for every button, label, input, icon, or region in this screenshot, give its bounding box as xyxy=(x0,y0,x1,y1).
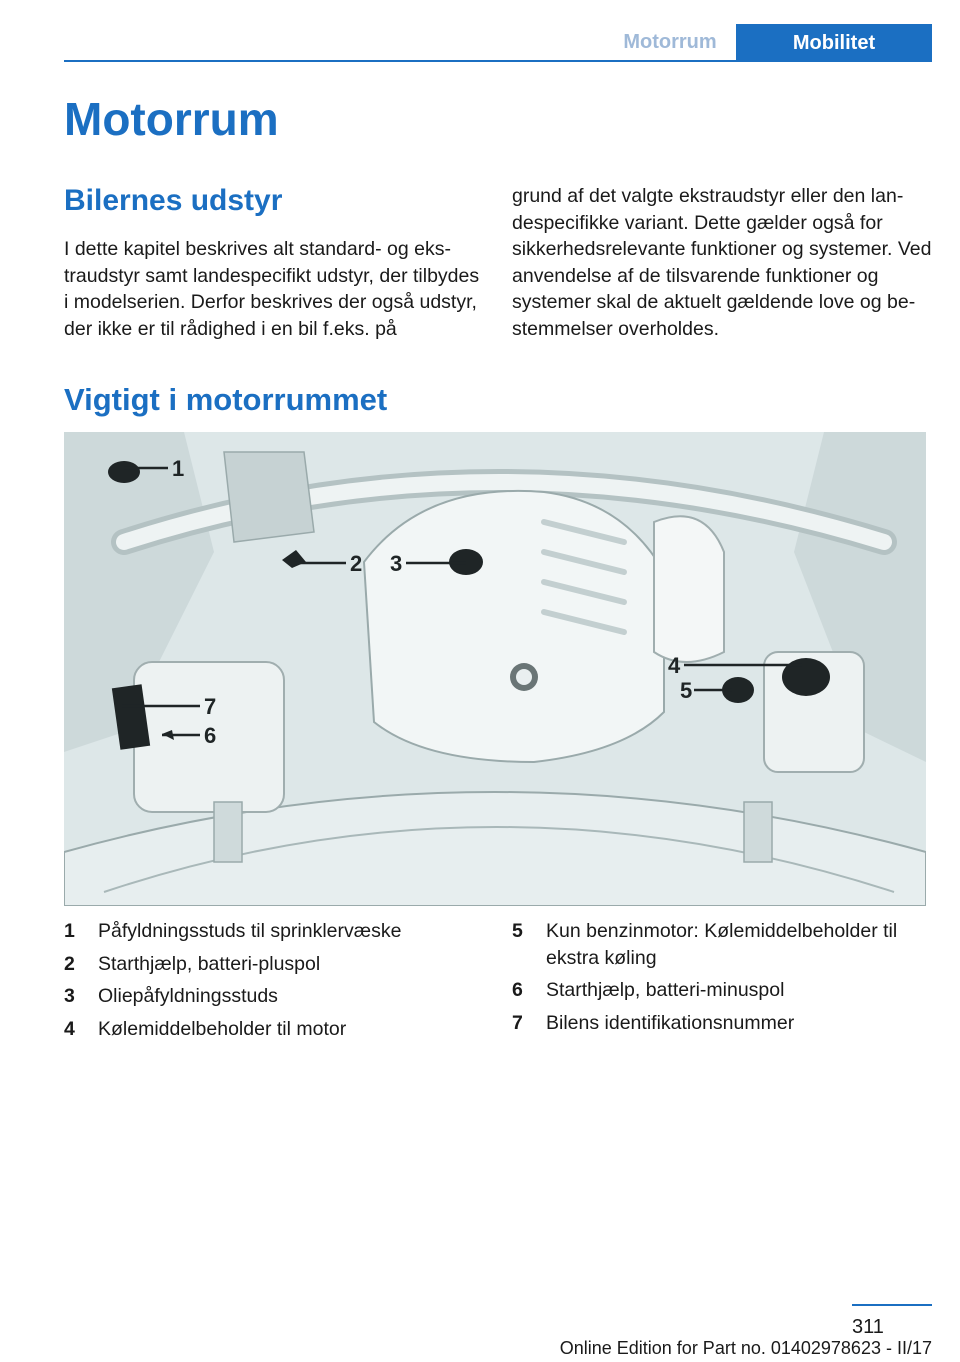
coolant-cap-engine-shape xyxy=(782,658,830,696)
legend-number: 7 xyxy=(512,1011,523,1034)
legend-text: Starthjælp, batteri-minuspol xyxy=(546,979,785,1001)
callout-6: 6 xyxy=(204,723,217,748)
legend-list-left xyxy=(64,918,484,1048)
paragraph-left: I dette kapitel beskrives alt standard- og ekstraudstyr samt landespecifikt udstyr, der tilbydes i modelserien. Derfor beskrives der også udstyr, der ikke er til rådighed i en bil f.eks. på xyxy=(64,238,480,340)
callout-1: 1 xyxy=(172,456,185,481)
engine-cover-shape xyxy=(364,491,664,762)
legend-item xyxy=(512,977,932,1004)
header-tab-mobilitet[interactable]: Mobilitet xyxy=(736,24,932,62)
callout-5: 5 xyxy=(680,678,693,703)
legend-text: Bilens identifikationsnummer xyxy=(546,1011,795,1034)
legend-text: Kun benzinmotor: Kølemiddelbeholder til ekstra køling xyxy=(546,920,898,969)
legend-text: Påfyldningsstuds til sprinklervæske xyxy=(98,920,402,942)
legend-item xyxy=(64,983,484,1010)
legend-number: 2 xyxy=(64,952,75,975)
legend-list-right xyxy=(512,918,932,1042)
legend-item xyxy=(512,1010,932,1037)
section-heading-vigtigt: Vigtigt i motorrummet xyxy=(64,382,388,417)
legend-text: Starthjælp, batteri-pluspol xyxy=(98,952,321,975)
legend-item xyxy=(512,918,932,971)
paragraph-right: grund af det valgte ekstraudstyr eller den landespecifikke variant. Dette gælder også for sikkerhedsrelevante funktioner og systemer. Ved anvendelse af de tilsvarende funktioner og systemer skal de aktuelt gældende love og bestemmelser overholdes. xyxy=(512,185,932,340)
engine-bay-illustration xyxy=(64,432,926,906)
legend-number: 5 xyxy=(512,920,523,942)
legend-item xyxy=(64,1016,484,1043)
legend-text: Kølemiddelbeholder til motor xyxy=(98,1017,347,1040)
legend-number: 1 xyxy=(64,920,75,942)
legend-item xyxy=(64,918,484,945)
section-heading-bilernes-udstyr: Bilernes udstyr xyxy=(64,184,283,217)
engine-bay-figure xyxy=(64,432,926,906)
callout-2: 2 xyxy=(350,551,363,576)
legend-number: 4 xyxy=(64,1017,75,1040)
legend-number: 3 xyxy=(64,985,75,1007)
legend-number: 6 xyxy=(512,979,523,1001)
legend-item xyxy=(64,951,484,978)
footer-rule xyxy=(852,1304,932,1306)
legend-text: Oliepåfyldningsstuds xyxy=(98,985,278,1007)
edition-note: Online Edition for Part no. 01402978623 - II/17 xyxy=(559,1338,932,1358)
page-number: 311 xyxy=(852,1316,884,1338)
header-tab-motorrum[interactable]: Motorrum xyxy=(623,31,717,53)
washer-cap-shape xyxy=(108,461,140,483)
callout-4: 4 xyxy=(668,653,681,678)
callout-3: 3 xyxy=(390,551,403,576)
header-rule xyxy=(64,60,932,62)
callout-7: 7 xyxy=(204,694,217,719)
page-title: Motorrum xyxy=(64,93,279,145)
